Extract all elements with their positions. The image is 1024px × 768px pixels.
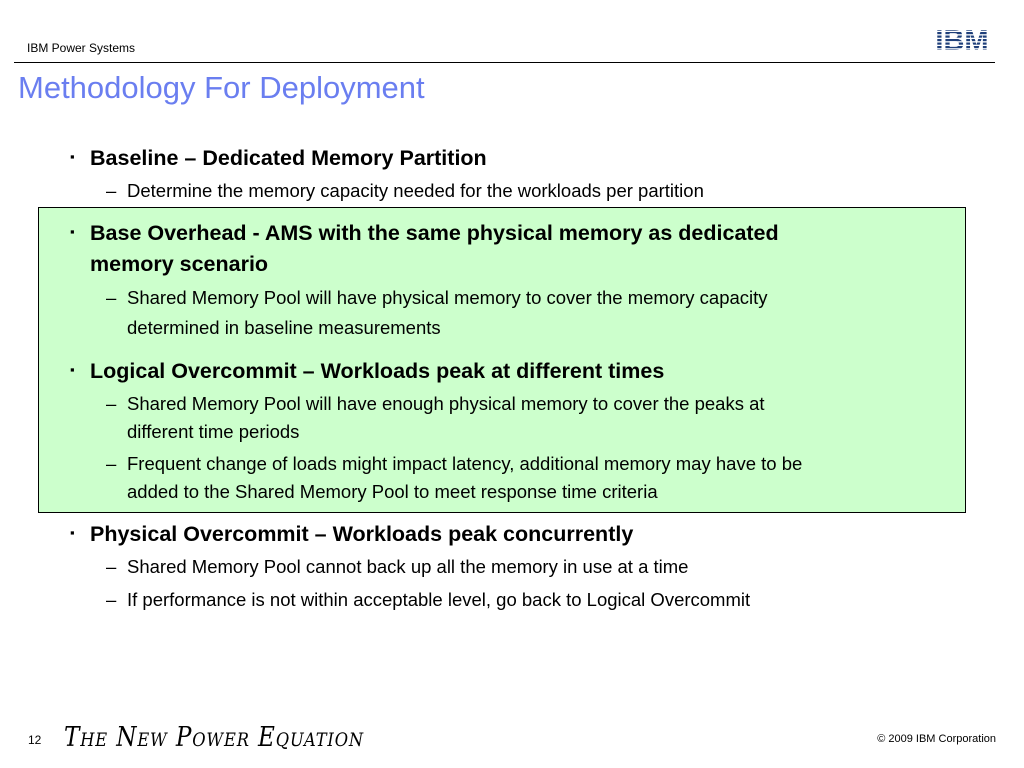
sub-bullet-marker: – bbox=[106, 589, 117, 610]
bullet-text: Base Overhead - AMS with the same physical memory as dedicated bbox=[90, 221, 779, 245]
sub-bullet-text: Shared Memory Pool cannot back up all the memory in use at a time bbox=[127, 556, 689, 577]
bullet-baseline bbox=[70, 141, 960, 174]
bullet-logical-overcommit bbox=[70, 354, 960, 387]
sub-bullet bbox=[106, 553, 976, 581]
bullet-text: Physical Overcommit – Workloads peak concurrently bbox=[90, 522, 634, 546]
page-number: 12 bbox=[28, 733, 42, 747]
header-section-label: IBM Power Systems bbox=[27, 41, 136, 55]
sub-bullet-text: Frequent change of loads might impact latency, additional memory may have to be bbox=[127, 453, 803, 474]
bullet-physical-overcommit bbox=[70, 517, 960, 550]
sub-bullet-text-continued: determined in baseline measurements bbox=[127, 317, 441, 338]
bullet-base-overhead bbox=[70, 216, 960, 280]
sub-bullet-marker: – bbox=[106, 393, 117, 414]
sub-bullet bbox=[106, 284, 976, 342]
bullet-marker: ▪ bbox=[70, 224, 75, 239]
tagline-logo bbox=[62, 715, 372, 755]
sub-bullet-text: Shared Memory Pool will have enough physical memory to cover the peaks at bbox=[127, 393, 765, 414]
ibm-logo bbox=[929, 25, 995, 53]
bullet-marker: ▪ bbox=[70, 525, 75, 540]
sub-bullet-text-continued: different time periods bbox=[127, 421, 300, 442]
bullet-text-continued: memory scenario bbox=[90, 252, 269, 276]
sub-bullet-marker: – bbox=[106, 287, 117, 308]
bullet-text: Baseline – Dedicated Memory Partition bbox=[90, 146, 487, 170]
bullet-marker: ▪ bbox=[70, 149, 75, 164]
bullet-marker: ▪ bbox=[70, 362, 75, 377]
sub-bullet-marker: – bbox=[106, 556, 117, 577]
copyright: © 2009 IBM Corporation bbox=[877, 733, 996, 745]
sub-bullet-text: Determine the memory capacity needed for the workloads per partition bbox=[127, 180, 704, 201]
sub-bullet bbox=[106, 450, 976, 506]
page-title: Methodology For Deployment bbox=[18, 70, 425, 105]
sub-bullet-text: If performance is not within acceptable level, go back to Logical Overcommit bbox=[127, 589, 751, 610]
tagline-text: The New Power Equation bbox=[64, 722, 365, 753]
sub-bullet-marker: – bbox=[106, 180, 117, 201]
sub-bullet bbox=[106, 390, 976, 446]
sub-bullet-text: Shared Memory Pool will have physical memory to cover the memory capacity bbox=[127, 287, 768, 308]
sub-bullet-text-continued: added to the Shared Memory Pool to meet response time criteria bbox=[127, 481, 658, 502]
bullet-text: Logical Overcommit – Workloads peak at different times bbox=[90, 359, 665, 383]
sub-bullet bbox=[106, 177, 976, 205]
header-divider bbox=[14, 62, 995, 63]
sub-bullet bbox=[106, 586, 976, 614]
sub-bullet-marker: – bbox=[106, 453, 117, 474]
